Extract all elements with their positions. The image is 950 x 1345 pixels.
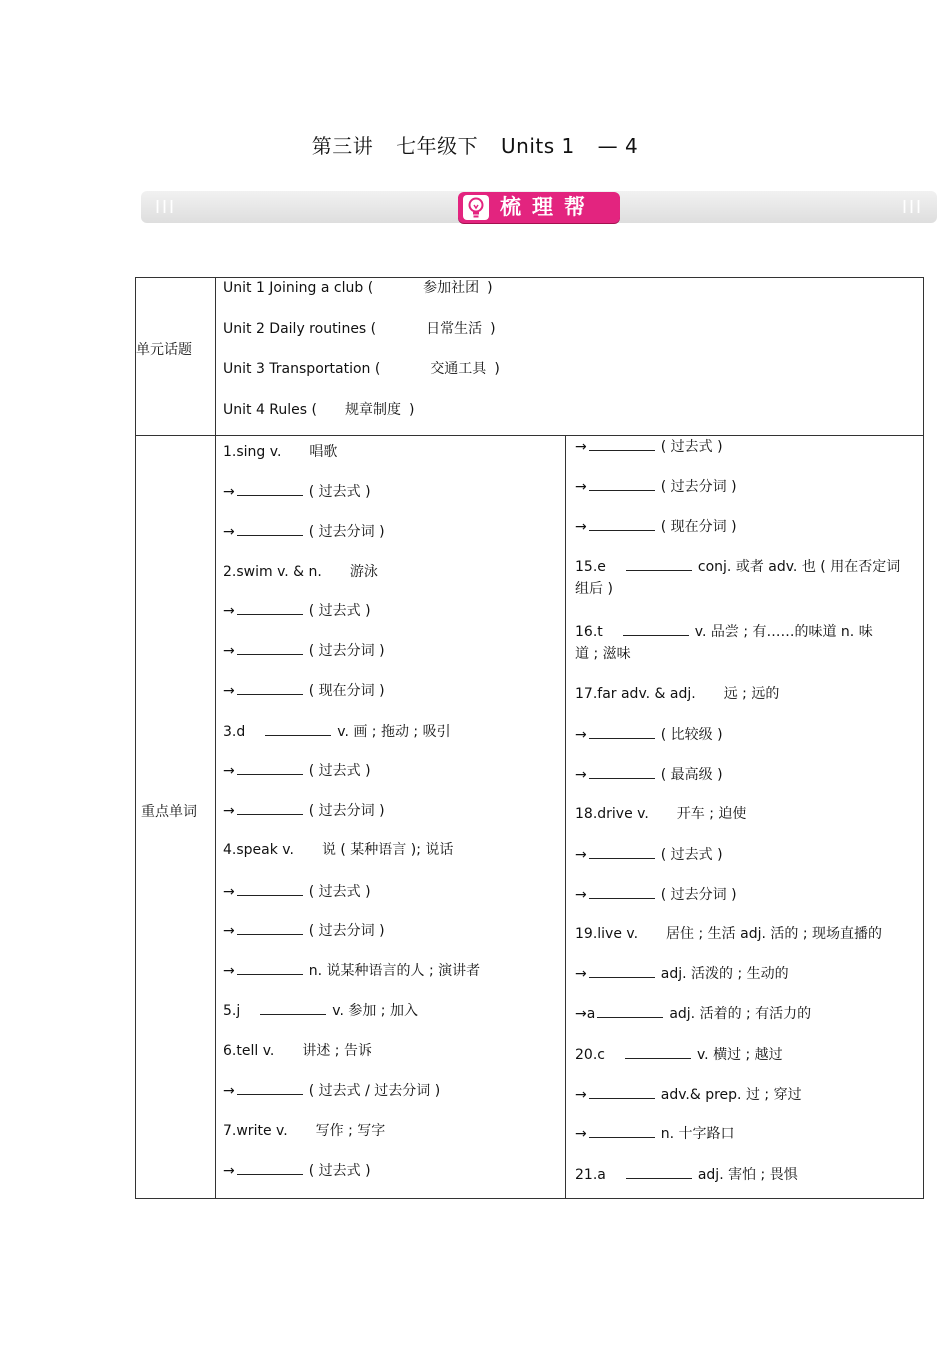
topic-item <box>223 400 414 420</box>
word-prefix: 20.c <box>575 1047 605 1063</box>
word-entry <box>223 640 385 661</box>
word-prefix: → <box>223 524 235 540</box>
word-definition: 唱歌 <box>309 444 338 460</box>
word-entry <box>575 516 737 537</box>
topic-english: Unit 3 Transportation ( <box>223 361 381 377</box>
word-prefix: 4.speak v. <box>223 842 294 858</box>
word-entry <box>223 600 371 621</box>
word-entry <box>223 840 453 860</box>
word-prefix: 16.t <box>575 624 603 640</box>
section-badge-label: 梳理帮 <box>500 195 596 219</box>
word-entry <box>575 1084 802 1105</box>
answer-blank[interactable] <box>589 963 655 978</box>
topic-close: ) <box>494 361 500 377</box>
word-prefix: 1.sing v. <box>223 444 282 460</box>
word-prefix: → <box>575 887 587 903</box>
word-prefix: → <box>223 683 235 699</box>
answer-blank[interactable] <box>589 516 655 531</box>
word-prefix: 5.j <box>223 1003 241 1019</box>
word-entry <box>575 963 789 984</box>
topic-chinese: 交通工具 <box>430 361 487 377</box>
answer-blank[interactable] <box>237 680 303 695</box>
word-definition: adv.& prep. 过 ; 穿过 <box>660 1087 802 1103</box>
banner-bars-right: III <box>901 197 923 217</box>
word-entry <box>223 881 371 902</box>
word-definition: ( 过去分词 ) <box>660 479 737 495</box>
topic-close: ) <box>409 401 415 418</box>
topic-close: ) <box>490 320 496 337</box>
section-badge <box>458 192 620 223</box>
word-entry <box>223 1160 371 1181</box>
word-entry <box>223 760 371 781</box>
word-entry <box>575 1044 783 1065</box>
word-prefix: → <box>223 803 235 819</box>
word-prefix: → <box>223 884 235 900</box>
word-definition: ( 过去式 ) <box>308 484 371 500</box>
word-prefix: → <box>575 1126 587 1142</box>
word-prefix: → <box>223 923 235 939</box>
word-entry <box>223 442 337 462</box>
answer-blank[interactable] <box>260 1000 326 1015</box>
answer-blank[interactable] <box>237 600 303 615</box>
answer-blank[interactable] <box>625 1044 691 1059</box>
answer-blank[interactable] <box>623 621 689 636</box>
word-entry <box>575 1164 798 1185</box>
topic-chinese: 参加社团 <box>423 280 480 296</box>
word-definition: 居住 ; 生活 adj. 活的 ; 现场直播的 <box>666 926 882 942</box>
word-entry <box>575 436 723 457</box>
word-prefix: → <box>575 767 587 783</box>
words-label: 重点单词 <box>141 804 197 820</box>
table-row-divider <box>136 435 923 436</box>
word-definition: v. 品尝 ; 有……的味道 n. 味 <box>694 624 873 640</box>
answer-blank[interactable] <box>589 724 655 739</box>
topic-chinese: 规章制度 <box>345 401 401 418</box>
answer-blank[interactable] <box>589 476 655 491</box>
answer-blank[interactable] <box>237 800 303 815</box>
answer-blank[interactable] <box>589 764 655 779</box>
word-definition: ( 现在分词 ) <box>308 683 385 699</box>
topic-english: Unit 2 Daily routines ( <box>223 320 377 337</box>
word-definition: 游泳 <box>349 564 378 580</box>
word-prefix: 18.drive v. <box>575 806 649 822</box>
word-definition: 远 ; 远的 <box>723 686 780 702</box>
word-entry <box>223 1000 418 1021</box>
topic-item <box>223 359 500 379</box>
answer-blank[interactable] <box>237 920 303 935</box>
vocab-table <box>135 277 924 1199</box>
word-entry <box>575 556 911 600</box>
word-definition: 写作 ; 写字 <box>315 1123 386 1139</box>
word-prefix: → <box>575 479 587 495</box>
word-entry <box>575 804 746 824</box>
word-definition: v. 画 ; 拖动 ; 吸引 <box>337 724 451 740</box>
word-entry <box>575 1003 811 1024</box>
word-entry <box>575 924 882 944</box>
banner-bars-left: III <box>155 197 177 217</box>
word-definition: ( 过去分词 ) <box>308 643 385 659</box>
word-definition: ( 过去分词 ) <box>308 524 385 540</box>
word-definition: ( 过去式 ) <box>308 763 371 779</box>
word-definition: ( 过去式 / 过去分词 ) <box>308 1083 441 1099</box>
word-entry <box>575 844 723 865</box>
answer-blank[interactable] <box>237 640 303 655</box>
word-prefix: → <box>223 1083 235 1099</box>
answer-blank[interactable] <box>589 1123 655 1138</box>
word-prefix: → <box>575 439 587 455</box>
word-prefix: →a <box>575 1006 596 1022</box>
word-entry <box>575 476 737 497</box>
topic-english: Unit 1 Joining a club ( <box>223 280 374 296</box>
word-entry <box>223 800 385 821</box>
word-prefix: 15.e <box>575 559 606 575</box>
title-range: — 4 <box>597 134 639 158</box>
answer-blank[interactable] <box>589 844 655 859</box>
word-entry <box>223 481 371 502</box>
answer-blank[interactable] <box>589 436 655 451</box>
word-prefix: → <box>223 763 235 779</box>
word-prefix: 3.d <box>223 724 246 740</box>
word-definition-continued: 组后 ) <box>575 581 613 597</box>
topic-item <box>223 278 493 298</box>
answer-blank[interactable] <box>237 521 303 536</box>
word-definition: adj. 活泼的 ; 生动的 <box>660 966 789 982</box>
word-prefix: → <box>575 847 587 863</box>
word-definition: n. 说某种语言的人 ; 演讲者 <box>308 963 481 979</box>
word-entry <box>223 920 385 941</box>
answer-blank[interactable] <box>237 881 303 896</box>
answer-blank[interactable] <box>589 1084 655 1099</box>
word-prefix: 2.swim v. & n. <box>223 564 322 580</box>
answer-blank[interactable] <box>237 481 303 496</box>
answer-blank[interactable] <box>589 884 655 899</box>
word-prefix: → <box>223 963 235 979</box>
topic-english: Unit 4 Rules ( <box>223 401 317 418</box>
word-entry <box>575 621 911 665</box>
word-definition: ( 过去式 ) <box>308 603 371 619</box>
word-prefix: 7.write v. <box>223 1123 288 1139</box>
word-entry <box>223 1041 372 1061</box>
answer-blank[interactable] <box>626 1164 692 1179</box>
word-entry <box>223 680 385 701</box>
answer-blank[interactable] <box>237 1080 303 1095</box>
word-definition: ( 过去分词 ) <box>660 887 737 903</box>
word-prefix: 19.live v. <box>575 926 639 942</box>
answer-blank[interactable] <box>265 721 331 736</box>
word-definition: 讲述 ; 告诉 <box>302 1043 372 1059</box>
word-definition-continued: 道 ; 滋味 <box>575 646 631 662</box>
word-entry <box>223 721 451 742</box>
word-prefix: → <box>223 1163 235 1179</box>
word-definition: v. 参加 ; 加入 <box>332 1003 418 1019</box>
word-definition: v. 横过 ; 越过 <box>696 1047 783 1063</box>
word-entry <box>223 521 385 542</box>
word-entry <box>223 960 480 981</box>
word-prefix: 6.tell v. <box>223 1043 275 1059</box>
word-prefix: → <box>223 484 235 500</box>
word-entry <box>223 1080 440 1101</box>
lightbulb-icon <box>463 195 489 220</box>
table-col-divider <box>215 278 216 1198</box>
word-definition: conj. 或者 adv. 也 ( 用在否定词 <box>697 559 901 575</box>
table-inner-divider <box>565 435 566 1198</box>
word-entry <box>223 1121 385 1141</box>
word-definition: ( 比较级 ) <box>660 727 723 743</box>
word-definition: adj. 害怕 ; 畏惧 <box>697 1167 798 1183</box>
word-entry <box>575 764 723 785</box>
topic-chinese: 日常生活 <box>426 320 483 337</box>
title-units: Units 1 <box>501 134 575 158</box>
word-prefix: → <box>223 643 235 659</box>
topics-label: 单元话题 <box>136 342 192 358</box>
title-grade: 七年级下 <box>396 134 479 158</box>
word-definition: ( 最高级 ) <box>660 767 723 783</box>
word-entry <box>223 562 378 582</box>
word-definition: adj. 活着的 ; 有活力的 <box>669 1006 812 1022</box>
word-definition: ( 过去分词 ) <box>308 803 385 819</box>
topic-item <box>223 319 496 339</box>
word-prefix: → <box>575 519 587 535</box>
answer-blank[interactable] <box>237 760 303 775</box>
answer-blank[interactable] <box>237 960 303 975</box>
answer-blank[interactable] <box>626 556 692 571</box>
page-title <box>0 130 950 159</box>
word-definition: 开车 ; 迫使 <box>676 806 747 822</box>
word-definition: 说 ( 某种语言 ); 说话 <box>321 842 454 858</box>
word-entry <box>575 724 723 745</box>
word-prefix: 17.far adv. & adj. <box>575 686 696 702</box>
word-definition: ( 过去式 ) <box>660 439 723 455</box>
word-definition: ( 过去式 ) <box>308 1163 371 1179</box>
word-definition: ( 过去分词 ) <box>308 923 385 939</box>
word-entry <box>575 1123 735 1144</box>
word-prefix: → <box>575 727 587 743</box>
word-definition: ( 过去式 ) <box>660 847 723 863</box>
topic-close: ) <box>487 280 493 296</box>
word-definition: ( 现在分词 ) <box>660 519 737 535</box>
word-prefix: → <box>575 966 587 982</box>
word-definition: n. 十字路口 <box>660 1126 735 1142</box>
answer-blank[interactable] <box>597 1003 663 1018</box>
word-prefix: 21.a <box>575 1167 606 1183</box>
answer-blank[interactable] <box>237 1160 303 1175</box>
title-lecture: 第三讲 <box>311 134 374 158</box>
word-definition: ( 过去式 ) <box>308 884 371 900</box>
word-entry <box>575 884 737 905</box>
word-entry <box>575 684 779 704</box>
word-prefix: → <box>575 1087 587 1103</box>
word-prefix: → <box>223 603 235 619</box>
